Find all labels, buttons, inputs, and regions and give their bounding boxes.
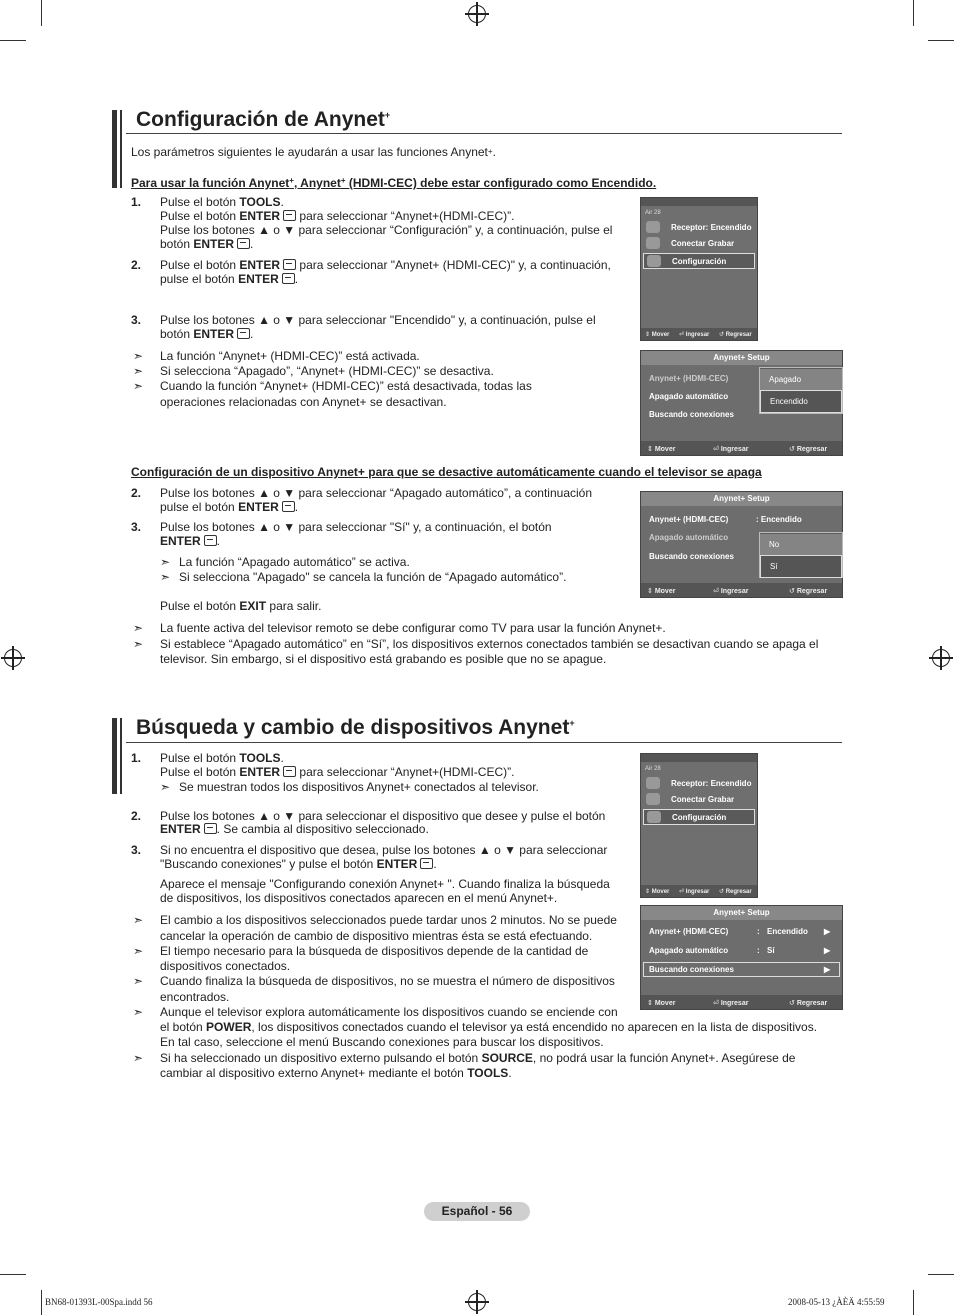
note-text: La fuente activa del televisor remoto se debe configurar como TV para usar la función Anynet+. — [160, 621, 666, 635]
step-text: Pulse los botones ▲ o ▼ para seleccionar el dispositivo que desee y pulse el botón — [160, 809, 606, 823]
sub-heading: Configuración de un dispositivo Anynet+ para que se desactive automáticamente cuando el televisor se apaga — [131, 465, 762, 479]
menu-row: Receptor: Encendido — [643, 776, 755, 790]
note-text: encontrados. — [160, 990, 230, 1004]
record-icon — [646, 793, 660, 805]
print-date: 2008-05-13 ¿ÀÈÄ 4:55:59 — [788, 1297, 885, 1307]
registration-mark-icon — [468, 1293, 486, 1311]
step-number: 2. — [131, 809, 142, 823]
enter-icon — [237, 328, 250, 339]
step-number: 2. — [131, 258, 142, 272]
note-arrow-icon: ➣ — [160, 570, 171, 584]
step-number: 3. — [131, 843, 142, 857]
crop-mark — [41, 1290, 42, 1315]
exit-text: Pulse el botón EXIT para salir. — [160, 599, 322, 613]
note-text: televisor. Sin embargo, si el dispositivo está grabando es posible que no se apague. — [160, 652, 607, 666]
note-text: dispositivos conectados. — [160, 959, 291, 973]
requirement-heading: Para usar la función Anynet+, Anynet+ (HDMI-CEC) debe estar configurado como Encendido. — [131, 176, 657, 190]
receiver-icon — [646, 221, 660, 233]
section-bar — [120, 718, 122, 794]
para-text: de dispositivos, los dispositivos conectados aparecen en el menú Anynet+. — [160, 891, 558, 905]
note-arrow-icon: ➣ — [133, 379, 144, 393]
note-arrow-icon: ➣ — [133, 1051, 144, 1065]
step-text: pulse el botón ENTER . — [160, 272, 299, 286]
registration-mark-icon — [932, 649, 950, 667]
tools-menu-screen: Air 28 Receptor: Encendido Conectar Grabar Configuración ⇕ Mover ⏎ Ingresar ↺ Regresar — [640, 753, 758, 898]
note-text: operaciones relacionadas con Anynet+ se desactivan. — [160, 395, 447, 409]
step-number: 3. — [131, 313, 142, 327]
note-text: cambiar al dispositivo externo Anynet+ mediante el botón TOOLS. — [160, 1066, 512, 1080]
step-text: Pulse los botones ▲ o ▼ para seleccionar “Apagado automático”, a continuación — [160, 486, 593, 500]
anynet-setup-screen: Anynet+ Setup Anynet+ (HDMI-CEC) Apagado automático Buscando conexiones Apagado Encendido ⇕ Mover ⏎ Ingresar ↺ Regresar — [640, 350, 843, 456]
step-number: 3. — [131, 520, 142, 534]
channel-label: Air 28 — [645, 210, 661, 216]
enter-icon — [283, 766, 296, 777]
step-number: 2. — [131, 486, 142, 500]
menu-row-selected: Configuración — [643, 809, 755, 825]
menu-row: Receptor: Encendido — [643, 220, 755, 234]
enter-icon — [237, 238, 250, 249]
step-text: ENTER . — [160, 534, 221, 548]
enter-icon — [204, 823, 217, 834]
section-bar — [112, 718, 117, 794]
step-text: Pulse el botón TOOLS. — [160, 195, 284, 209]
chevron-right-icon: ▶ — [824, 927, 831, 936]
para-text: Aparece el mensaje "Configurando conexión Anynet+ ". Cuando finaliza la búsqueda — [160, 877, 610, 891]
note-text: La función “Anynet+ (HDMI-CEC)” está activada. — [160, 349, 420, 363]
note-arrow-icon: ➣ — [133, 1005, 144, 1019]
options-popup: Apagado Encendido — [759, 367, 843, 414]
step-number: 1. — [131, 195, 142, 209]
crop-mark — [928, 1274, 954, 1275]
chevron-right-icon: ▶ — [824, 946, 831, 955]
tools-menu-screen: Air 28 Receptor: Encendido Conectar Grabar Configuración ⇕ Mover ⏎ Ingresar ↺ Regresar — [640, 197, 758, 341]
note-text: el botón POWER, los dispositivos conectados cuando el televisor ya está encendido no aparecen en la lista de dispositivos. — [160, 1020, 818, 1034]
note-text: El tiempo necesario para la búsqueda de dispositivos depende de la cantidad de — [160, 944, 589, 958]
note-arrow-icon: ➣ — [133, 913, 144, 927]
intro-text: Los parámetros siguientes le ayudarán a usar las funciones Anynet+. — [131, 145, 496, 159]
title-rule — [126, 133, 842, 134]
step-text: Pulse el botón TOOLS. — [160, 751, 284, 765]
file-name: BN68-01393L-00Spa.indd 56 — [45, 1297, 153, 1307]
note-arrow-icon: ➣ — [133, 349, 144, 363]
note-text: La función “Apagado automático” se activa. — [179, 555, 410, 569]
note-text: Cuando finaliza la búsqueda de dispositivos, no se muestra el número de dispositivos — [160, 974, 615, 988]
note-text: Si establece “Apagado automático” en “Sí”, los dispositivos externos conectados también se desactivan cuando se apaga el — [160, 637, 819, 651]
gear-icon — [647, 811, 661, 823]
crop-mark — [0, 1274, 26, 1275]
record-icon — [646, 237, 660, 249]
crop-mark — [928, 40, 954, 41]
note-arrow-icon: ➣ — [133, 364, 144, 378]
chevron-right-icon: ▶ — [824, 965, 831, 974]
registration-mark-icon — [4, 649, 22, 667]
note-text: Si selecciona "Apagado" se cancela la función de “Apagado automático”. — [179, 570, 567, 584]
section-title: Configuración de Anynet+ — [136, 108, 391, 131]
note-text: Se muestran todos los dispositivos Anynet+ conectados al televisor. — [179, 780, 539, 794]
anynet-setup-screen: Anynet+ Setup Anynet+ (HDMI-CEC) : Encendido Apagado automático Buscando conexiones No Sí ⇕ Mover ⏎ Ingresar ↺ Regresar — [640, 491, 843, 598]
note-arrow-icon: ➣ — [133, 621, 144, 635]
step-text: Pulse los botones ▲ o ▼ para seleccionar "Sí" y, a continuación, el botón — [160, 520, 552, 534]
title-rule — [126, 742, 842, 743]
note-text: Cuando la función “Anynet+ (HDMI-CEC)” está desactivada, todas las — [160, 379, 532, 393]
note-text: En tal caso, seleccione el menú Buscando conexiones para buscar los dispositivos. — [160, 1035, 604, 1049]
enter-icon — [282, 273, 295, 284]
page-number-badge: Español - 56 — [424, 1202, 530, 1221]
note-arrow-icon: ➣ — [160, 780, 171, 794]
note-text: Si ha seleccionado un dispositivo externo pulsando el botón SOURCE, no podrá usar la función Anynet+. Asegúrese de — [160, 1051, 796, 1065]
note-text: cancelar la operación de cambio de dispositivo mientras ésta se está efectuando. — [160, 929, 593, 943]
step-text: ENTER . Se cambia al dispositivo seleccionado. — [160, 822, 429, 836]
crop-mark — [913, 1290, 914, 1315]
crop-mark — [913, 0, 914, 26]
section-bar — [112, 110, 117, 188]
section-title: Búsqueda y cambio de dispositivos Anynet+ — [136, 716, 575, 739]
note-arrow-icon: ➣ — [133, 974, 144, 988]
note-arrow-icon: ➣ — [133, 944, 144, 958]
menu-row-selected: Configuración — [643, 253, 755, 269]
step-text: Pulse el botón ENTER para seleccionar "Anynet+ (HDMI-CEC)" y, a continuación, — [160, 258, 611, 272]
note-text: El cambio a los dispositivos seleccionados puede tardar unos 2 minutos. No se puede — [160, 913, 617, 927]
channel-label: Air 28 — [645, 766, 661, 772]
crop-mark — [0, 40, 26, 41]
menu-row: Conectar Grabar — [643, 792, 755, 806]
step-number: 1. — [131, 751, 142, 765]
note-text: Si selecciona “Apagado”, “Anynet+ (HDMI-CEC)” se desactiva. — [160, 364, 494, 378]
registration-mark-icon — [468, 5, 486, 23]
gear-icon — [647, 255, 661, 267]
enter-icon — [283, 259, 296, 270]
step-text: Pulse el botón ENTER para seleccionar “Anynet+(HDMI-CEC)”. — [160, 209, 515, 223]
note-text: Aunque el televisor explora automáticamente los dispositivos cuando se enciende con — [160, 1005, 618, 1019]
step-text: Pulse los botones ▲ o ▼ para seleccionar “Configuración” y, a continuación, pulse el — [160, 223, 613, 237]
receiver-icon — [646, 777, 660, 789]
enter-icon — [204, 535, 217, 546]
note-arrow-icon: ➣ — [133, 637, 144, 651]
crop-mark — [41, 0, 42, 26]
step-text: pulse el botón ENTER . — [160, 500, 299, 514]
step-text: Pulse el botón ENTER para seleccionar “Anynet+(HDMI-CEC)”. — [160, 765, 515, 779]
step-text: Si no encuentra el dispositivo que desea, pulse los botones ▲ o ▼ para seleccionar — [160, 843, 608, 857]
enter-icon — [283, 210, 296, 221]
options-popup: No Sí — [759, 532, 843, 578]
section-bar — [120, 110, 122, 188]
step-text: botón ENTER . — [160, 327, 254, 341]
enter-icon — [282, 501, 295, 512]
step-text: Pulse los botones ▲ o ▼ para seleccionar "Encendido" y, a continuación, pulse el — [160, 313, 596, 327]
menu-row: Conectar Grabar — [643, 236, 755, 250]
step-text: botón ENTER . — [160, 237, 254, 251]
anynet-setup-screen: Anynet+ Setup Anynet+ (HDMI-CEC) : Encendido ▶ Apagado automático : Sí ▶ Buscando conexiones ▶ ⇕ Mover ⏎ Ingresar ↺ Regresar — [640, 905, 843, 1010]
enter-icon — [420, 858, 433, 869]
step-text: "Buscando conexiones" y pulse el botón ENTER . — [160, 857, 437, 871]
note-arrow-icon: ➣ — [160, 555, 171, 569]
